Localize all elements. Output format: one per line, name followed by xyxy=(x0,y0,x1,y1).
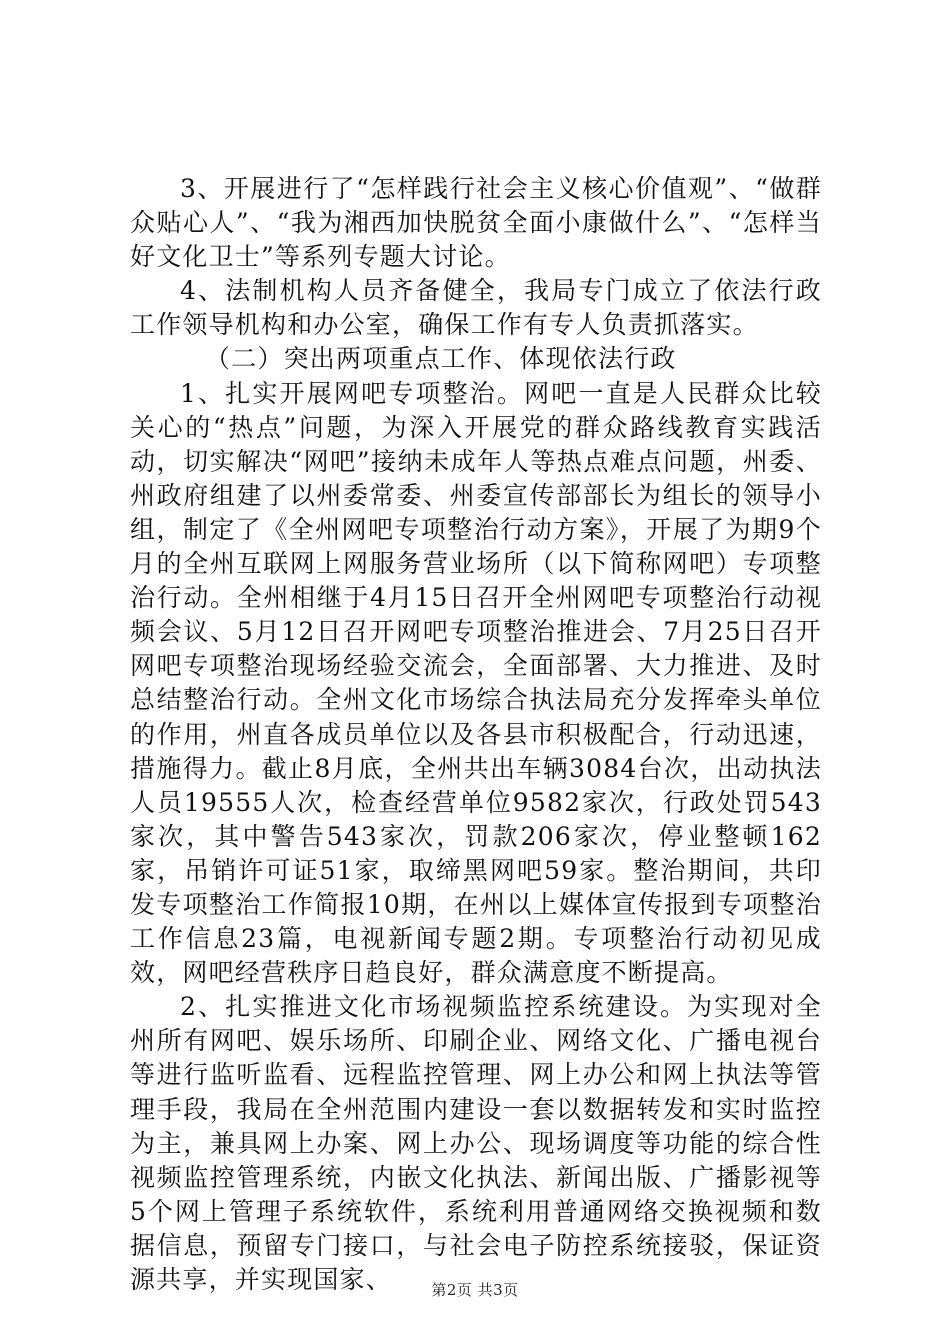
document-body xyxy=(130,172,822,1297)
paragraph-internet-cafe-rectification: 1、扎实开展网吧专项整治。网吧一直是人民群众比较关心的“热点”问题，为深入开展党的群众路线教育实践活动，切实解决“网吧”接纳未成年人等热点难点问题，州委、州政府组建了以州委常委、州委宣传部部长为组长的领导小组，制定了《全州网吧专项整治行动方案》，开展了为期9个月的全州互联网上网服务营业场所（以下简称网吧）专项整治行动。全州相继于4月15日召开全州网吧专项整治行动视频会议、5月12日召开网吧专项整治推进会、7月25日召开网吧专项整治现场经验交流会，全面部署、大力推进、及时总结整治行动。全州文化市场综合执法局充分发挥牵头单位的作用，州直各成员单位以及各县市积极配合，行动迅速，措施得力。截止8月底，全州共出车辆3084台次，出动执法人员19555人次，检查经营单位9582家次，行政处罚543家次，其中警告543家次，罚款206家次，停业整顿162家，吊销许可证51家，取缔黑网吧59家。整治期间，共印发专项整治工作简报10期，在州以上媒体宣传报到专项整治工作信息23篇，电视新闻专题2期。专项整治行动初见成效，网吧经营秩序日趋良好，群众满意度不断提高。 xyxy=(130,378,822,988)
section-heading: （二）突出两项重点工作、体现依法行政 xyxy=(205,344,677,374)
paragraph-item-3: 3、开展进行了“怎样践行社会主义核心价值观”、“做群众贴心人”、“我为湘西加快脱贫全面小康做什么”、“怎样当好文化卫士”等系列专题大讨论。 xyxy=(130,174,822,272)
paragraph-video-monitoring-system: 2、扎实推进文化市场视频监控系统建设。为实现对全州所有网吧、娱乐场所、印刷企业、网络文化、广播电视台等进行监听监看、远程监控管理、网上办公和网上执法等管理手段，我局在全州范围内建设一套以数据转发和实时监控为主，兼具网上办案、网上办公、现场调度等功能的综合性视频监控管理系统，内嵌文化执法、新闻出版、广播影视等5个网上管理子系统软件，系统利用普通网络交换视频和数据信息，预留专门接口，与社会电子防控系统接驳，保证资源共享，并实现国家、 xyxy=(130,992,822,1294)
paragraph-item-4: 4、法制机构人员齐备健全，我局专门成立了依法行政工作领导机构和办公室，确保工作有专人负责抓落实。 xyxy=(130,276,822,340)
page-number-footer: 第2页 共3页 xyxy=(431,1281,519,1299)
